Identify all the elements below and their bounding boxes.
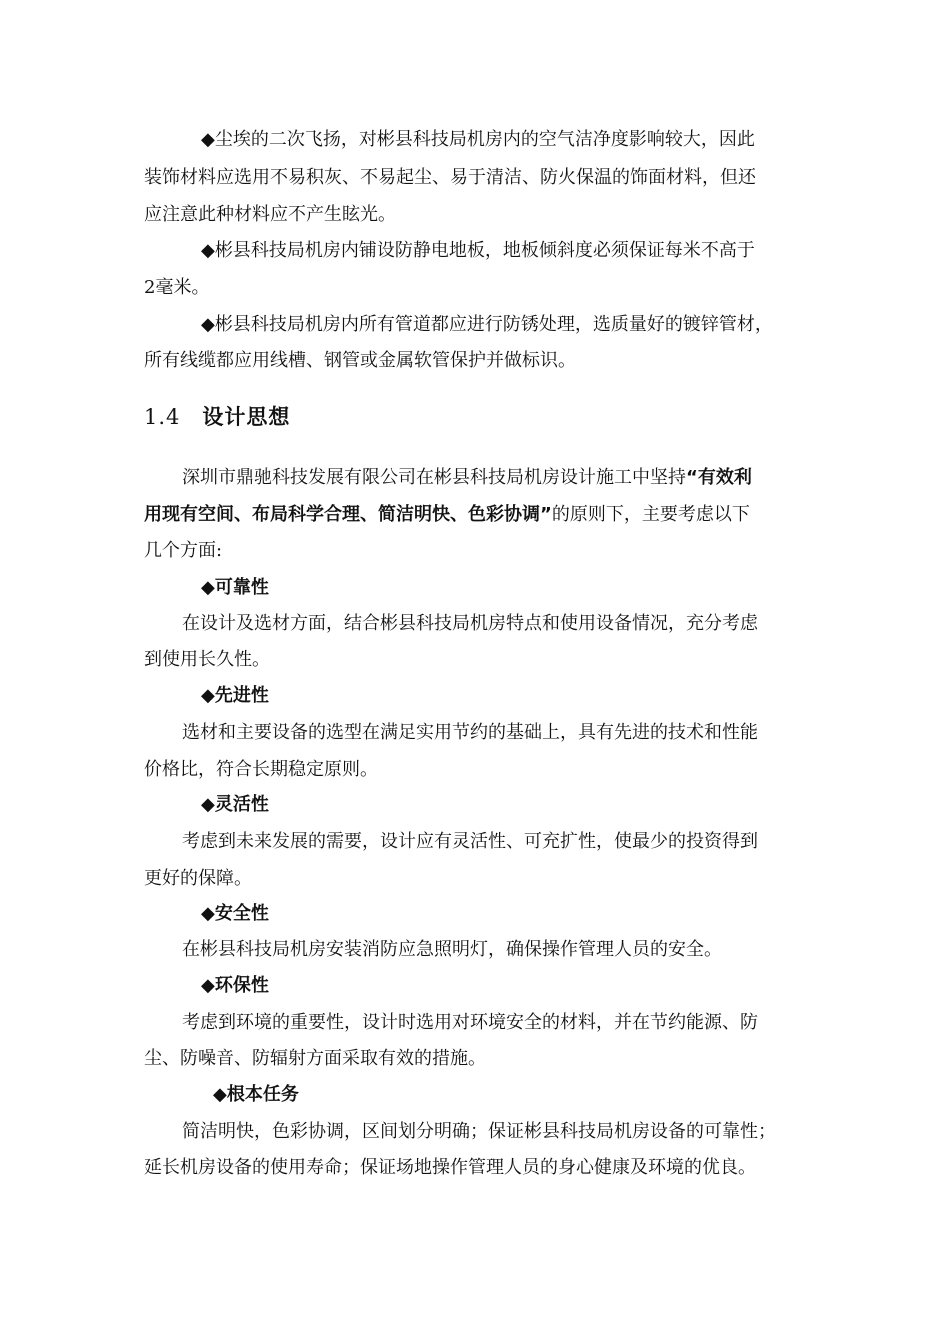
item-title-flexibility: ◆灵活性 [201, 794, 269, 815]
intro-line-2 [144, 503, 750, 527]
item-core-task-line-2: 延长机房设备的使用寿命；保证场地操作管理人员的身心健康及环境的优良。 [144, 1157, 756, 1178]
item-flexibility-line-1: 考虑到未来发展的需要，设计应有灵活性、可充扩性，使最少的投资得到 [182, 831, 758, 852]
section-heading [144, 405, 290, 429]
item-advanced-line-2: 价格比，符合长期稳定原则。 [144, 759, 378, 780]
p2-line-2: 2毫米。 [144, 277, 210, 298]
intro-line-2-suffix: 的原则下，主要考虑以下 [551, 504, 750, 525]
p3-line-2: 所有线缆都应用线槽、钢管或金属软管保护并做标识。 [144, 350, 576, 371]
p1-line-3: 应注意此种材料应不产生眩光。 [144, 204, 396, 225]
item-environmental-line-2: 尘、防噪音、防辐射方面采取有效的措施。 [144, 1048, 486, 1069]
intro-line-1 [182, 466, 752, 490]
section-number: 1.4 [144, 405, 181, 429]
section-title: 设计思想 [202, 405, 291, 429]
item-title-safety: ◆安全性 [201, 903, 269, 924]
p3-line-1: ◆彬县科技局机房内所有管道都应进行防锈处理，选质量好的镀锌管材， [201, 314, 773, 335]
intro-line-2-bold: 用现有空间、布局科学合理、简洁明快、色彩协调” [144, 504, 552, 525]
item-title-core-task: ◆根本任务 [213, 1084, 299, 1105]
intro-line-1-prefix: 深圳市鼎驰科技发展有限公司在彬县科技局机房设计施工中坚持 [182, 467, 686, 488]
p1-line-1: ◆尘埃的二次飞扬，对彬县科技局机房内的空气洁净度影响较大，因此 [201, 129, 755, 150]
item-flexibility-line-2: 更好的保障。 [144, 868, 252, 889]
item-title-environmental: ◆环保性 [201, 975, 269, 996]
item-reliability-line-1: 在设计及选材方面，结合彬县科技局机房特点和使用设备情况，充分考虑 [182, 613, 758, 634]
item-core-task-line-1: 简洁明快，色彩协调，区间划分明确；保证彬县科技局机房设备的可靠性； [182, 1121, 776, 1142]
item-reliability-line-2: 到使用长久性。 [144, 649, 270, 670]
intro-line-1-bold: “有效利 [686, 467, 752, 488]
intro-line-3: 几个方面: [144, 540, 223, 561]
item-environmental-line-1: 考虑到环境的重要性，设计时选用对环境安全的材料，并在节约能源、防 [182, 1012, 758, 1033]
item-title-advanced: ◆先进性 [201, 685, 269, 706]
p2-line-1: ◆彬县科技局机房内铺设防静电地板，地板倾斜度必须保证每米不高于 [201, 240, 755, 261]
item-title-reliability: ◆可靠性 [201, 577, 269, 598]
p1-line-2: 装饰材料应选用不易积灰、不易起尘、易于清洁、防火保温的饰面材料，但还 [144, 167, 756, 188]
item-advanced-line-1: 选材和主要设备的选型在满足实用节约的基础上，具有先进的技术和性能 [182, 722, 758, 743]
item-safety-line-1: 在彬县科技局机房安装消防应急照明灯，确保操作管理人员的安全。 [182, 939, 722, 960]
